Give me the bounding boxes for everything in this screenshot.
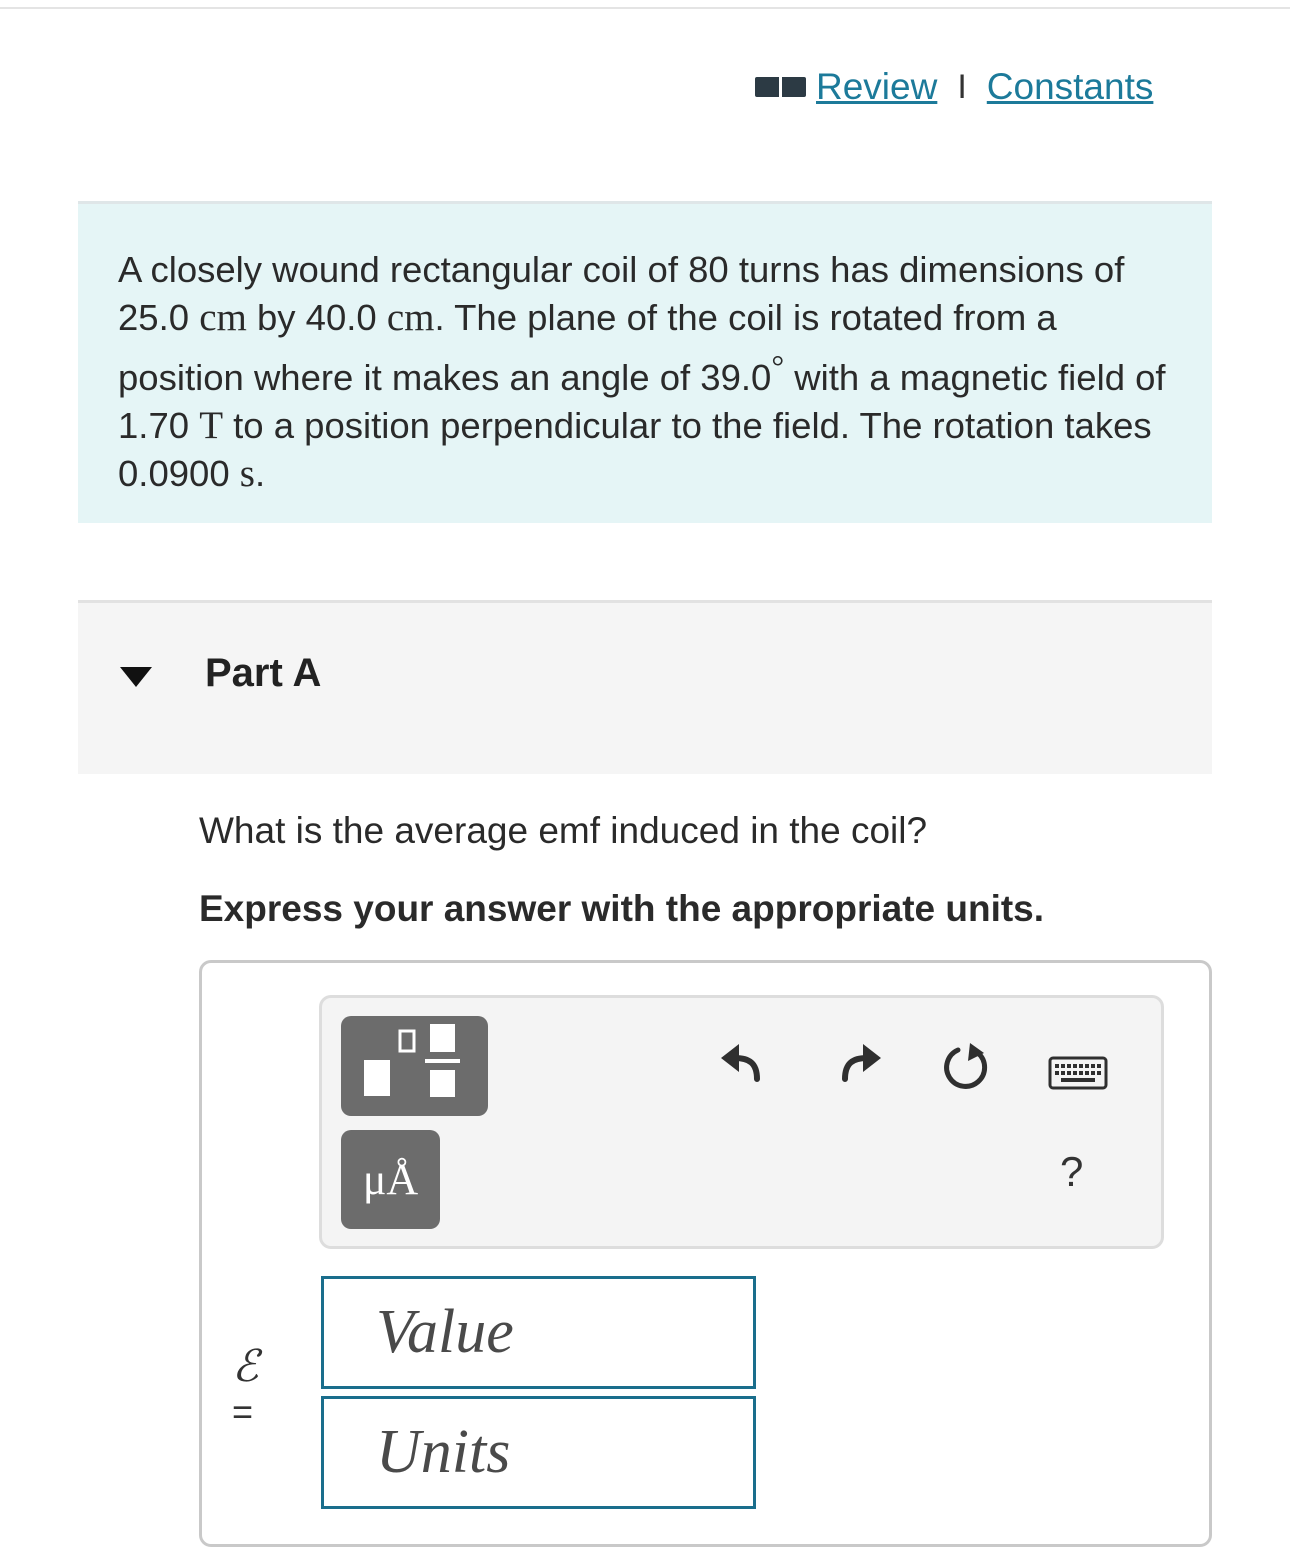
intro-text-1: A closely wound rectangular coil of 80 turns has dimensions of 25.0 [118,249,1125,338]
constants-link[interactable]: Constants [986,66,1154,107]
intro-text-6: . [254,453,266,495]
instruction-text: Express your answer with the appropriate units. [199,888,1045,929]
equals-sign: = [232,1391,254,1432]
part-label: Part A [205,651,322,695]
book-icon [755,77,806,97]
intro-text-4: with a magnetic field of 1.70 [118,357,1166,447]
answer-area [199,960,1212,1547]
problem-intro [78,201,1212,523]
caret-down-icon[interactable] [120,667,152,687]
part-a-header[interactable] [78,600,1212,774]
intro-text-3: . The plane of the coil is rotated from a position where it makes an angle of 39.0 [118,297,1057,399]
unit-cm-2: cm [386,296,435,339]
unit-cm-1: cm [199,296,247,339]
undo-icon[interactable] [719,1041,767,1085]
templates-button[interactable] [341,1016,488,1116]
math-toolbar [319,995,1164,1249]
review-link[interactable]: Review [816,66,938,107]
units-field[interactable] [321,1396,756,1509]
help-button[interactable]: ? [1060,1148,1084,1195]
units-button[interactable]: μÅ [341,1130,440,1229]
unit-degree: ° [771,348,785,384]
templates-icon [341,1016,488,1116]
units-input[interactable] [324,1399,753,1506]
value-field[interactable] [321,1276,756,1389]
emf-symbol: ℰ [232,1342,259,1391]
problem-text [118,246,1188,498]
redo-icon[interactable] [835,1041,883,1085]
reset-icon[interactable] [940,1041,992,1093]
unit-seconds: s [239,452,255,496]
question-text: What is the average emf induced in the coil? [199,810,928,851]
keyboard-icon[interactable] [1048,1056,1108,1090]
intro-text-2: by 40.0 [246,297,387,338]
link-separator: I [957,67,967,106]
value-input[interactable] [324,1279,753,1386]
unit-tesla: T [199,404,224,448]
resource-links [755,62,1153,112]
top-divider [0,7,1290,9]
intro-text-5: to a position perpendicular to the field. The rotation takes 0.0900 [118,405,1152,495]
